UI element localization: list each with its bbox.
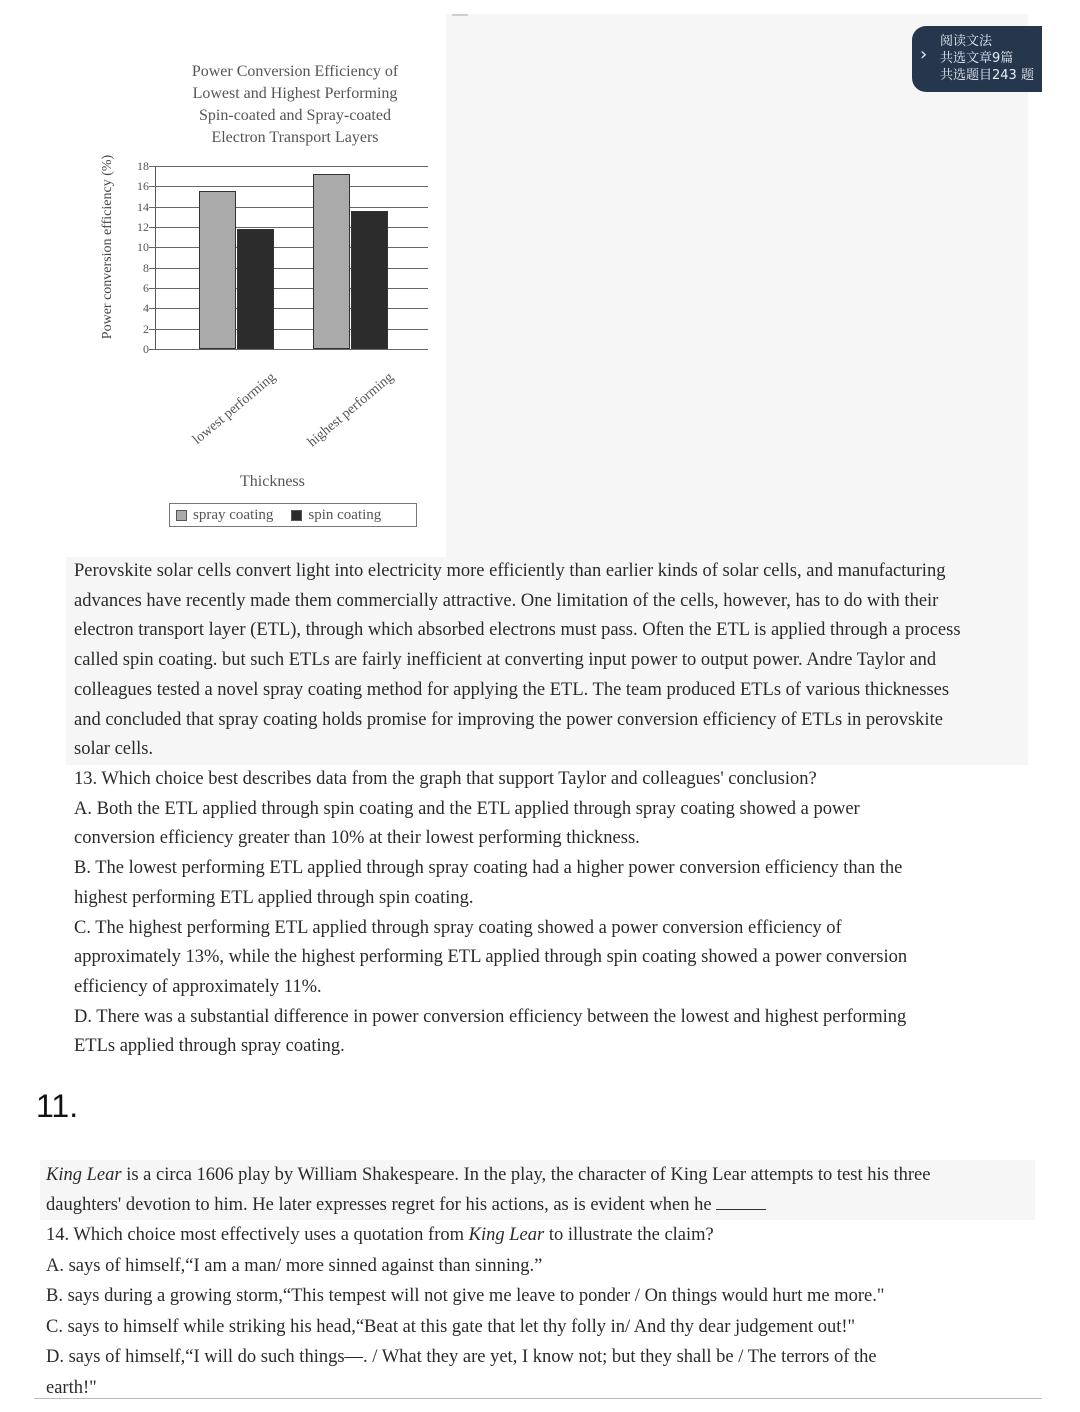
chart-title: Power Conversion Efficiency of Lowest and Highest Performing Spin-coated and Spray-coated Electron Transport Layers [191,63,399,146]
choice-d[interactable]: D. says of himself,“I will do such things—. / What they are yet, I know not; but they shall be / The terrors of the [46,1347,877,1367]
y-tick-label: 2 [143,321,149,336]
divider [34,1398,1042,1399]
choice-a[interactable]: A. says of himself,“I am a man/ more sinned against than sinning.” [46,1255,543,1276]
choice-a[interactable]: A. Both the ETL applied through spin coating and the ETL applied through spray coating showed a power [74,798,860,819]
question-14: 14. Which choice most effectively uses a quotation from King Lear to illustrate the claim? A. says of himself,“I am a man/ more sinned against than sinning.” B. says during a growing storm,“This tempest will not give me leave to ponder / On things would hurt me more." C. says to himself while striking his head,“Beat at this gate that let thy folly in/ And thy dear judgement out!" D. says of himself,“I will do such things—. / What they are yet, I know not; but they shall be / The terrors of the earth!" [46,1220,1036,1403]
bar-chart [90,55,460,535]
question-13: 13. Which choice best describes data from the graph that support Taylor and colleagues' conclusion? A. Both the ETL applied through spin coating and the ETL applied through spray coating showed a power conversion efficiency greater than 10% at their lowest performing thickness. B. The lowest performing ETL applied through spray coating had a higher power conversion efficiency than the highest performing ETL applied through spin coating. C. The highest performing ETL applied through spray coating showed a power conversion efficiency of approximately 13%, while the highest performing ETL applied through spin coating showed a power conversion efficiency of approximately 11%. D. There was a substantial difference in power conversion efficiency between the lowest and highest performing ETLs applied through spray coating. [74,765,1034,1062]
choice-c[interactable]: C. says to himself while striking his head,“Beat at this gate that let thy folly in/ And thy dear judgement out!" [46,1316,856,1337]
gridline [155,349,428,350]
y-tick-mark [149,308,155,309]
legend-spray: spray coating [193,506,274,523]
choice-d[interactable]: D. There was a substantial difference in power conversion efficiency between the lowest and highest performing [74,1006,907,1027]
badge-article-count: 共选文章9篇 [940,51,1014,66]
x-category-lowest: lowest performing [190,370,279,448]
legend-spin: spin coating [308,506,382,523]
x-category-highest: highest performing [305,370,397,451]
plot-area [137,159,428,356]
x-axis-label: Thickness [240,473,305,490]
y-tick-label: 6 [143,281,149,295]
passage-q13: Perovskite solar cells convert light into electricity more efficiently than earlier kinds of solar cells, and manufacturing advances have recently made them commercially attractive. One limitation of the cells, however, has to do with their electron transport layer (ETL), through which absorbed electrons must pass. Often the ETL is applied through a process called spin coating. but such ETLs are fairly inefficient at converting input power to output power. Andre Taylor and colleagues tested a novel spray coating method for applying the ETL. The team produced ETLs of various thicknesses and concluded that spray coating holds promise for improving the power conversion efficiency of ETLs in perovskite solar cells. [74,561,961,760]
y-tick-mark [149,247,155,248]
badge-question-count: 共选题目243 题 [940,68,1034,83]
screenshot-background-panel [446,14,1028,557]
y-tick-label: 14 [137,199,149,214]
question-13-stem: 13. Which choice best describes data from the graph that support Taylor and colleagues' conclusion? [74,769,817,789]
reading-grammar-badge[interactable] [912,26,1042,92]
section-number: 11. [36,1088,79,1124]
bar-spin-coating-1 [351,211,388,349]
play-title: King Lear [46,1165,122,1185]
y-tick-mark [149,186,155,187]
gridline [155,186,428,187]
y-tick-mark [149,288,155,289]
question-14-stem: 14. Which choice most effectively uses a quotation from King Lear to illustrate the claim? [46,1225,714,1245]
gridline [155,207,428,208]
bar-spray-coating-1 [313,174,350,349]
y-tick-label: 18 [137,159,149,173]
y-axis-label: Power conversion efficiency (%) [100,154,115,340]
y-tick-label: 4 [143,301,149,316]
y-tick-mark [149,349,155,350]
choice-c[interactable]: C. The highest performing ETL applied through spray coating showed a power conversion efficiency of [74,917,842,938]
badge-title: 阅读文法 [940,34,993,49]
passage-q14: King Lear is a circa 1606 play by William Shakespeare. In the play, the character of King Lear attempts to test his three daughters' devotion to him. He later expresses regret for his actions, as is evident when he [46,1165,931,1215]
y-tick-label: 0 [143,342,149,356]
y-tick-mark [149,329,155,330]
y-tick-label: 10 [137,240,149,255]
chart-legend [169,503,417,527]
gridline [155,166,428,167]
y-tick-mark [149,268,155,269]
spin-swatch-icon [291,510,302,521]
choice-b[interactable]: B. The lowest performing ETL applied through spray coating had a higher power conversion efficiency than the [74,858,903,879]
y-tick-mark [149,166,155,167]
y-tick-mark [149,207,155,208]
answer-blank [716,1191,766,1210]
spray-swatch-icon [176,510,187,521]
bar-spin-coating-0 [237,229,274,349]
y-tick-label: 12 [137,220,149,234]
chevron-right-icon[interactable]: › [920,44,928,65]
decorative-mark [452,14,468,16]
y-axis [155,166,156,350]
choice-b[interactable]: B. says during a growing storm,“This tempest will not give me leave to ponder / On things would hurt me more." [46,1286,885,1306]
y-tick-label: 16 [137,179,149,194]
y-tick-mark [149,227,155,228]
y-tick-label: 8 [143,260,149,275]
bar-spray-coating-0 [199,191,236,349]
